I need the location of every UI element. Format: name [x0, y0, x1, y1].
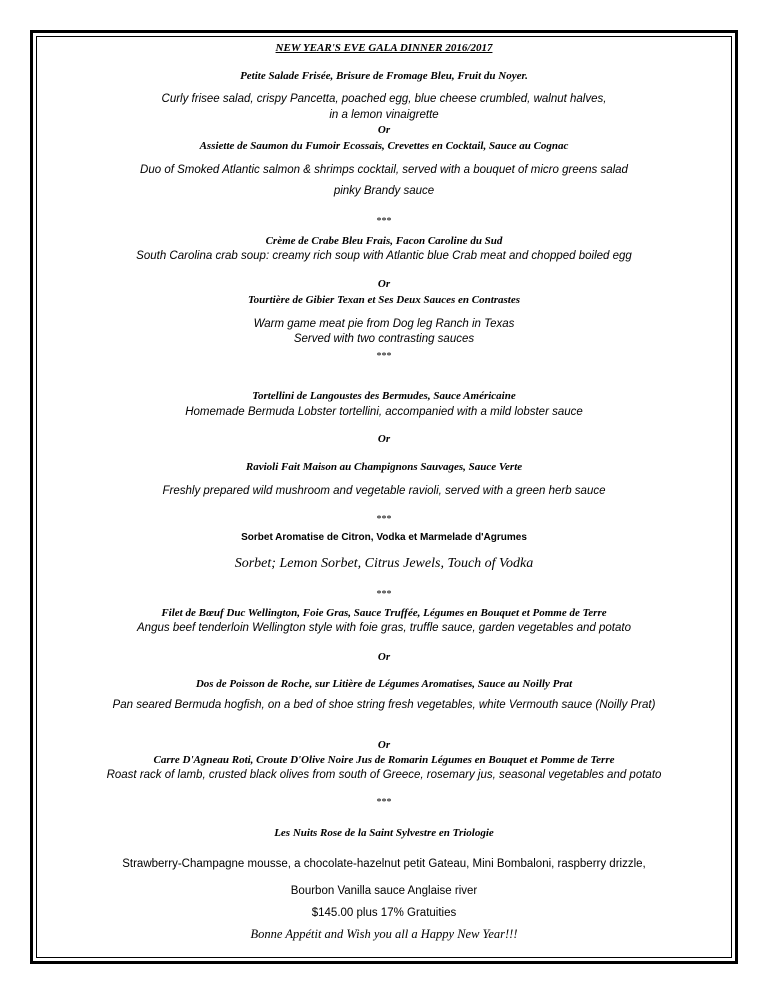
separator: ***: [376, 216, 392, 227]
course5-option3-french: Carre D'Agneau Roti, Croute D'Olive Noire Jus de Romarin Légumes en Bouquet et Pomme de Terre: [153, 754, 615, 766]
course2-option2-english-line2: Served with two contrasting sauces: [293, 333, 475, 345]
course3-option1-english: Homemade Bermuda Lobster tortellini, accompanied with a mild lobster sauce: [185, 406, 583, 418]
course3-option1-french: Tortellini de Langoustes des Bermudes, Sauce Américaine: [252, 390, 516, 402]
course4-french: Sorbet Aromatise de Citron, Vodka et Marmelade d'Agrumes: [241, 532, 527, 543]
course1-option1-english-line2: in a lemon vinaigrette: [329, 109, 439, 121]
price: $145.00 plus 17% Gratuities: [311, 907, 457, 919]
course3-option2-french: Ravioli Fait Maison au Champignons Sauvages, Sauce Verte: [245, 461, 523, 473]
course3-or: Or: [377, 433, 391, 445]
course5-option2-english: Pan seared Bermuda hogfish, on a bed of shoe string fresh vegetables, white Vermouth sauce (Noilly Prat): [112, 699, 656, 711]
course1-option2-english-line1: Duo of Smoked Atlantic salmon & shrimps cocktail, served with a bouquet of micro greens salad: [140, 164, 628, 176]
course2-option1-english: South Carolina crab soup: creamy rich soup with Atlantic blue Crab meat and chopped boiled egg: [136, 250, 632, 262]
course2-option2-french: Tourtière de Gibier Texan et Ses Deux Sauces en Contrastes: [247, 294, 521, 306]
course1-option2-french: Assiette de Saumon du Fumoir Ecossais, Crevettes en Cocktail, Sauce au Cognac: [199, 140, 569, 152]
separator: ***: [376, 514, 392, 525]
course5-option2-french: Dos de Poisson de Roche, sur Litière de Légumes Aromatises, Sauce au Noilly Prat: [195, 678, 573, 690]
course5-or1: Or: [377, 651, 391, 663]
dessert-english-line1: Strawberry-Champagne mousse, a chocolate-hazelnut petit Gateau, Mini Bombaloni, raspberry drizzle,: [122, 858, 646, 870]
menu-title: NEW YEAR'S EVE GALA DINNER 2016/2017: [275, 42, 493, 54]
course3-option2-english: Freshly prepared wild mushroom and vegetable ravioli, served with a green herb sauce: [162, 485, 606, 497]
separator: ***: [376, 351, 392, 362]
course5-option1-french: Filet de Bœuf Duc Wellington, Foie Gras, Sauce Truffée, Légumes en Bouquet et Pomme de Terre: [161, 607, 607, 619]
course1-option1-french: Petite Salade Frisée, Brisure de Fromage Bleu, Fruit du Noyer.: [240, 70, 528, 82]
course2-option2-english-line1: Warm game meat pie from Dog leg Ranch in Texas: [253, 318, 515, 330]
course5-option3-english: Roast rack of lamb, crusted black olives from south of Greece, rosemary jus, seasonal vegetables and potato: [106, 769, 662, 781]
course2-option1-french: Crème de Crabe Bleu Frais, Facon Caroline du Sud: [265, 235, 503, 247]
course1-option2-english-line2: pinky Brandy sauce: [333, 185, 435, 197]
course5-option1-english: Angus beef tenderloin Wellington style with foie gras, truffle sauce, garden vegetables and potato: [137, 622, 631, 634]
dessert-french: Les Nuits Rose de la Saint Sylvestre en Triologie: [274, 827, 494, 839]
course1-or: Or: [377, 124, 391, 136]
separator: ***: [376, 589, 392, 600]
separator: ***: [376, 797, 392, 808]
closing-greeting: Bonne Appétit and Wish you all a Happy New Year!!!: [250, 927, 518, 941]
course2-or: Or: [377, 278, 391, 290]
course4-english: Sorbet; Lemon Sorbet, Citrus Jewels, Touch of Vodka: [234, 556, 534, 571]
course1-option1-english-line1: Curly frisee salad, crispy Pancetta, poached egg, blue cheese crumbled, walnut halves,: [161, 93, 607, 105]
course5-or2: Or: [377, 739, 391, 751]
dessert-english-line2: Bourbon Vanilla sauce Anglaise river: [290, 885, 478, 897]
